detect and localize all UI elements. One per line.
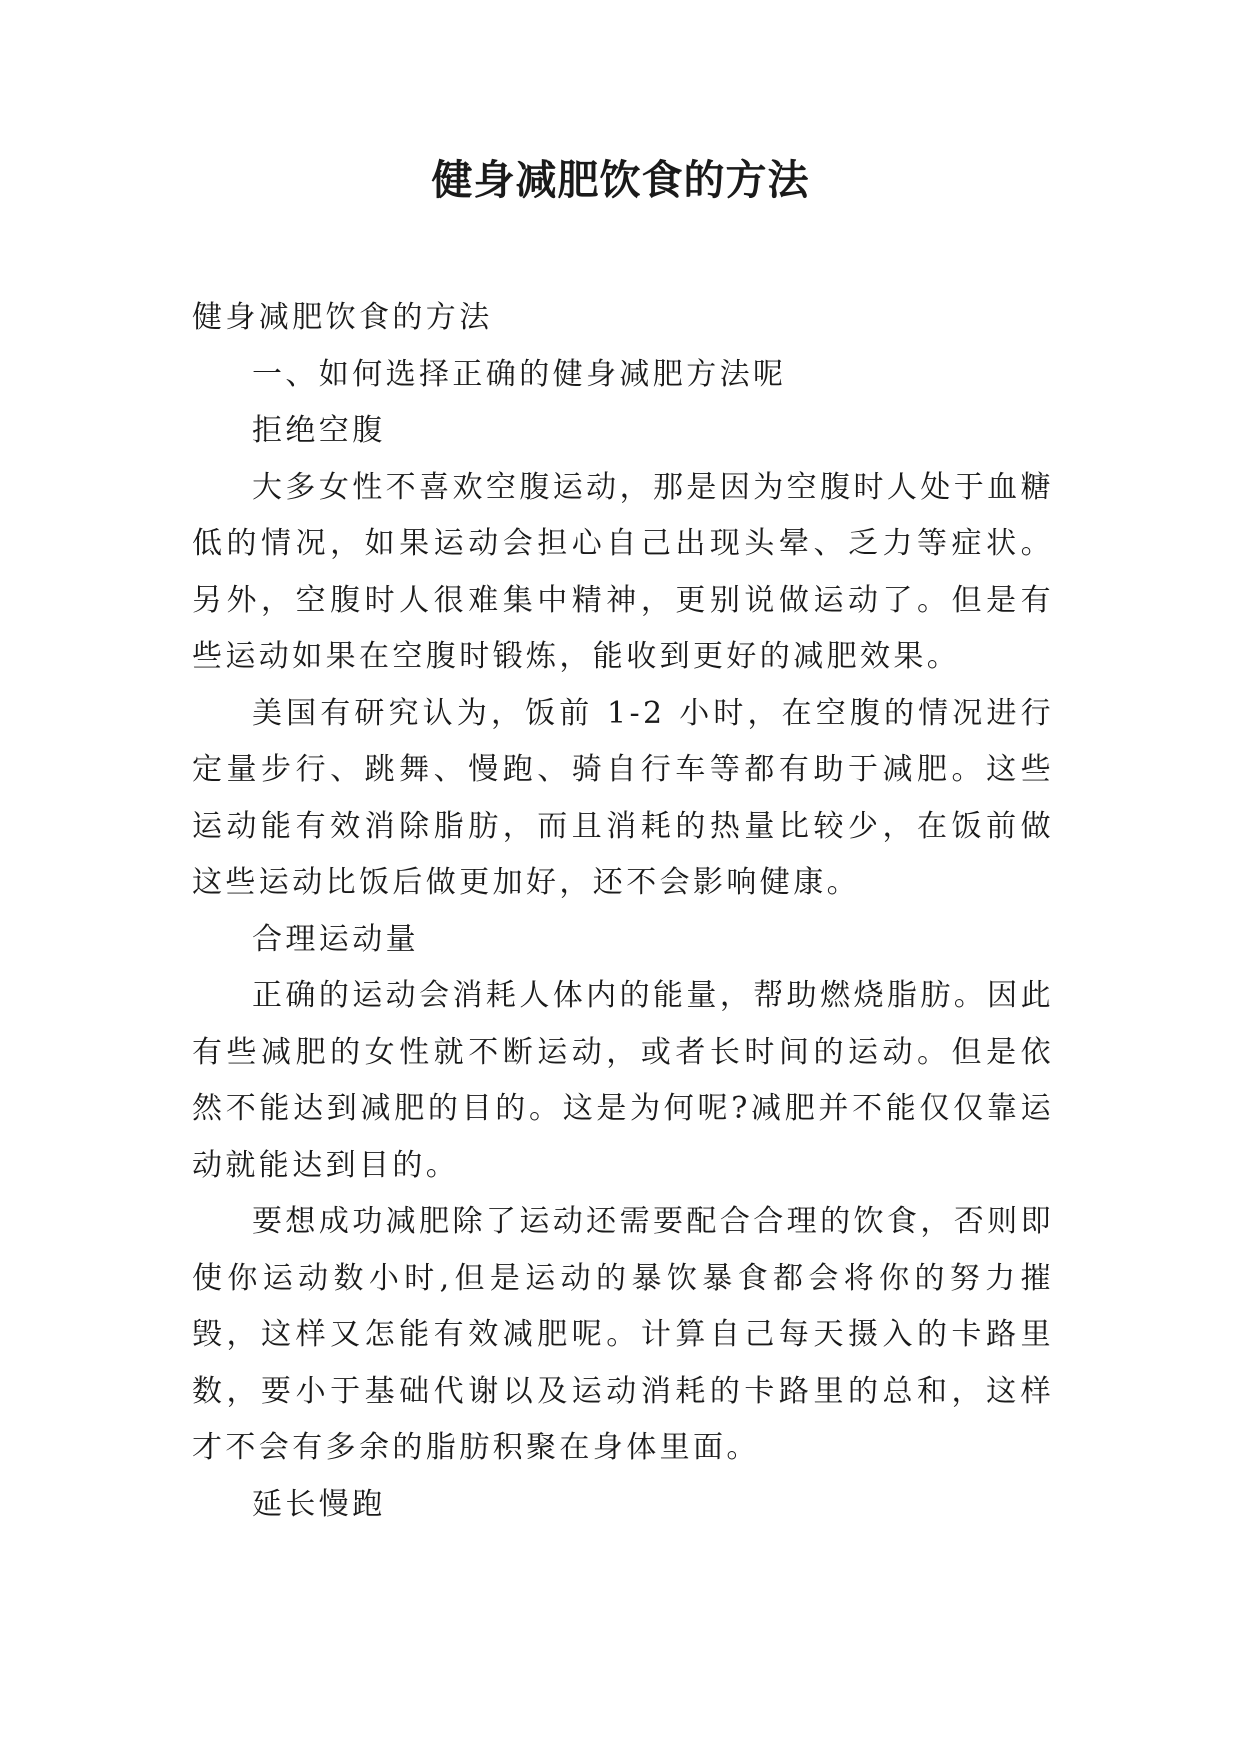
subheading-reasonable-exercise: 合理运动量 [252,921,419,957]
paragraph-diet-calories: 要想成功减肥除了运动还需要配合合理的饮食，否则即使你运动数小时,但是运动的暴饮暴食都会将你的努力摧毁，这样又怎能有效减肥呢。计算自己每天摄入的卡路里数，要小于基础代谢以及运动消耗的卡路里的总和，这样才不会有多余的脂肪积聚在身体里面。 [192,1204,1054,1465]
subheading-extend-jogging: 延长慢跑 [252,1486,386,1522]
paragraph-empty-stomach: 大多女性不喜欢空腹运动，那是因为空腹时人处于血糖低的情况，如果运动会担心自己出现头晕、乏力等症状。另外，空腹时人很难集中精神，更别说做运动了。但是有些运动如果在空腹时锻炼，能收到更好的减肥效果。 [192,469,1054,674]
paragraph-research: 美国有研究认为，饭前 1-2 小时，在空腹的情况进行定量步行、跳舞、慢跑、骑自行车等都有助于减肥。这些运动能有效消除脂肪，而且消耗的热量比较少，在饭前做这些运动比饭后做更加好，还不会影响健康。 [192,695,1054,900]
section-heading-1: 一、如何选择正确的健身减肥方法呢 [252,356,787,392]
document-title: 健身减肥饮食的方法 [431,156,810,204]
paragraph-exercise-energy: 正确的运动会消耗人体内的能量，帮助燃烧脂肪。因此有些减肥的女性就不断运动，或者长时间的运动。但是依然不能达到减肥的目的。这是为何呢?减肥并不能仅仅靠运动就能达到目的。 [192,978,1054,1183]
document-body [192,290,1054,1533]
intro-heading: 健身减肥饮食的方法 [192,300,493,335]
subheading-no-empty-stomach: 拒绝空腹 [252,413,386,448]
